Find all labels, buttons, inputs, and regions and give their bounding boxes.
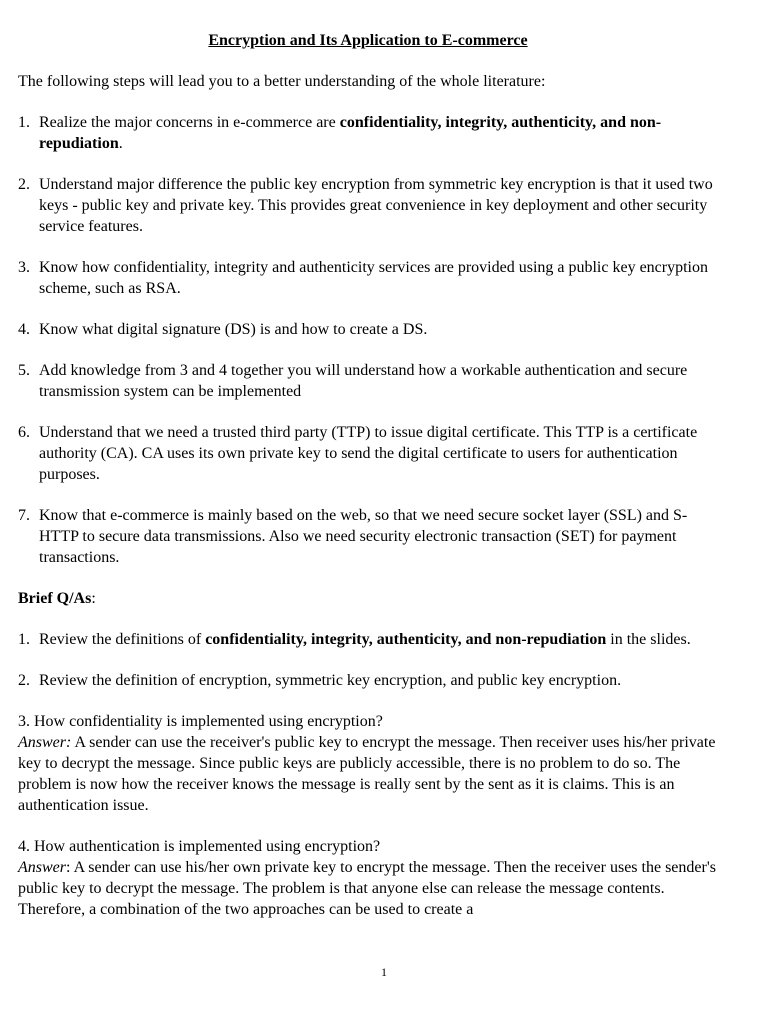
list-number: 6. bbox=[18, 424, 30, 441]
answer-label: Answer bbox=[18, 859, 66, 876]
question: 3. How confidentiality is implemented using encryption? bbox=[18, 713, 383, 730]
qa-answer-block bbox=[18, 711, 718, 816]
list-number: 5. bbox=[18, 362, 30, 379]
bold-terms: confidentiality, integrity, authenticity, and non-repudiation bbox=[205, 631, 607, 648]
page-number: 1 bbox=[381, 965, 387, 979]
step-item: 5. Add knowledge from 3 and 4 together you will understand how a workable authentication and secure transmission system can be implemented bbox=[18, 362, 688, 400]
qa-answer-block bbox=[18, 836, 718, 920]
list-number: 4. bbox=[18, 321, 30, 338]
step-item: 2. Understand major difference the public key encryption from symmetric key encryption is that it used two keys - public key and private key. This provides great convenience in key deployment and other security service features. bbox=[18, 176, 713, 235]
list-number: 3. bbox=[18, 259, 30, 276]
answer: Answer: A sender can use his/her own private key to encrypt the message. Then the receiver uses the sender's public key to decrypt the message. The problem is that anyone else can release the message contents. Therefore, a combination of the two approaches can be used to create a bbox=[18, 859, 716, 918]
answer: Answer: A sender can use the receiver's public key to encrypt the message. Then receiver uses his/her private key to decrypt the message. Since public keys are publicly accessible, there is no problem to do so. The problem is now how the receiver knows the message is really sent by the sent as it is claims. This is an authentication issue. bbox=[18, 734, 716, 814]
qa-item: 1. Review the definitions of confidentiality, integrity, authenticity, and non-repudiation in the slides. bbox=[18, 631, 691, 648]
intro-paragraph: The following steps will lead you to a better understanding of the whole literature: bbox=[18, 73, 546, 90]
bold-terms: confidentiality, integrity, authenticity, and non-repudiation bbox=[39, 114, 662, 152]
document-title: Encryption and Its Application to E-commerce bbox=[208, 32, 528, 49]
answer-label: Answer: bbox=[18, 734, 72, 751]
step-item: 3. Know how confidentiality, integrity and authenticity services are provided using a public key encryption scheme, such as RSA. bbox=[18, 259, 708, 297]
step-item: 7. Know that e-commerce is mainly based on the web, so that we need secure socket layer (SSL) and S-HTTP to secure data transmissions. Also we need security electronic transaction (SET) for payment transactions. bbox=[18, 507, 688, 566]
document-page bbox=[18, 30, 718, 940]
step-item: 6. Understand that we need a trusted third party (TTP) to issue digital certificate. This TTP is a certificate authority (CA). CA uses its own private key to send the digital certificate to users for authentication purposes. bbox=[18, 424, 698, 483]
qa-heading: Brief Q/As: bbox=[18, 590, 96, 607]
list-number: 1. bbox=[18, 114, 30, 131]
qa-item: 2. Review the definition of encryption, symmetric key encryption, and public key encryption. bbox=[18, 672, 622, 689]
list-number: 2. bbox=[18, 672, 30, 689]
list-number: 1. bbox=[18, 631, 30, 648]
step-item: 1. Realize the major concerns in e-commerce are confidentiality, integrity, authenticity, and non-repudiation. bbox=[18, 114, 662, 152]
list-number: 7. bbox=[18, 507, 30, 524]
list-number: 2. bbox=[18, 176, 30, 193]
step-item: 4. Know what digital signature (DS) is and how to create a DS. bbox=[18, 321, 428, 338]
question: 4. How authentication is implemented using encryption? bbox=[18, 838, 381, 855]
